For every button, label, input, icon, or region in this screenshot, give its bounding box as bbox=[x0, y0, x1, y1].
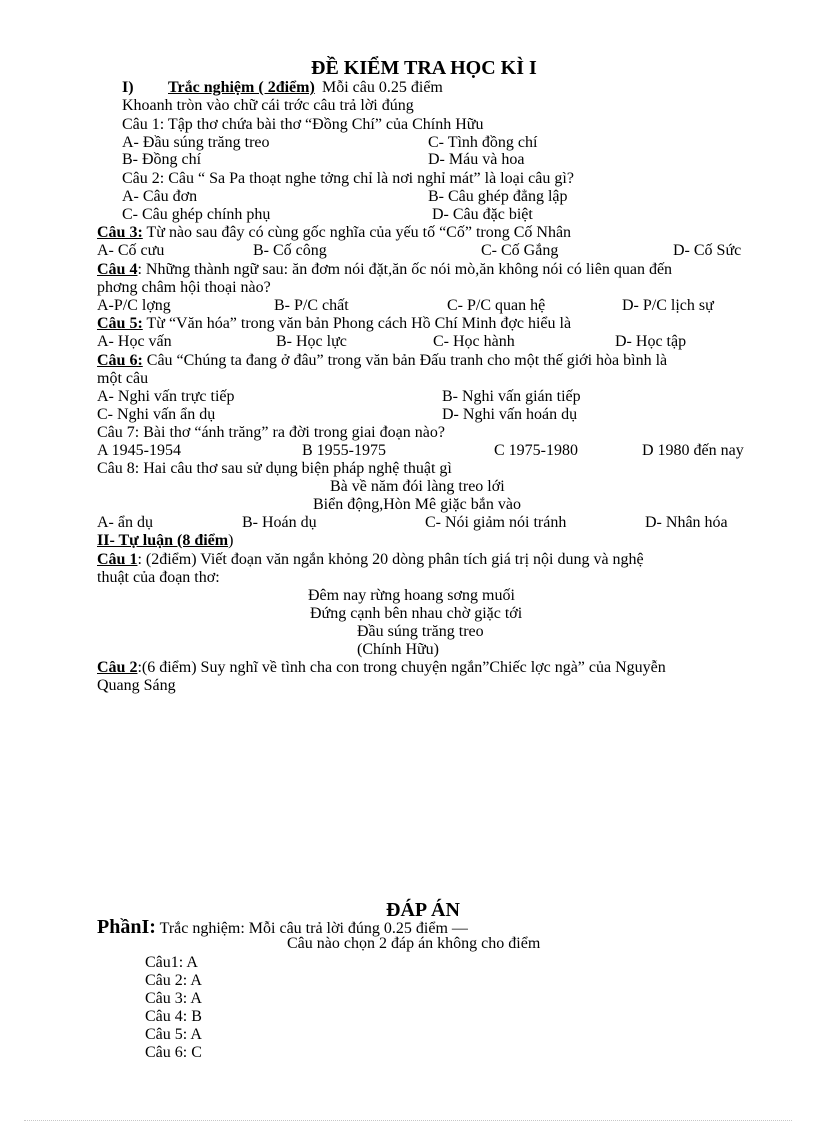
answer-part1-text: Trắc nghiệm: Mỗi câu trả lời đúng 0.25 điểm — bbox=[155, 920, 468, 937]
q5-option-a: A- Học vấn bbox=[97, 333, 172, 350]
essay-question-1-text: : (2điểm) Viết đoạn văn ngắn khỏng 20 dòng phân tích giá trị nội dung và nghệ bbox=[137, 551, 644, 568]
page-bottom-divider bbox=[24, 1120, 792, 1121]
q4-option-b: B- P/C chất bbox=[274, 297, 349, 314]
q4-option-a: A-P/C lợng bbox=[97, 297, 171, 314]
question-4-label: Câu 4 bbox=[97, 261, 138, 278]
q5-option-d: D- Học tập bbox=[615, 333, 687, 350]
q8-option-d: D- Nhân hóa bbox=[645, 514, 728, 531]
question-4-cont: phơng châm hội thoại nào? bbox=[97, 279, 271, 296]
exam-title: ĐỀ KIỂM TRA HỌC KÌ I bbox=[311, 57, 537, 79]
part2-heading-text: II- Tự luận (8 điểm bbox=[97, 532, 229, 549]
q3-option-a: A- Cố cưu bbox=[97, 242, 165, 259]
q8-verse-2: Biển động,Hòn Mê giặc bắn vào bbox=[313, 496, 521, 513]
question-3-text: Từ nào sau đây có cùng gốc nghĩa của yếu tố “Cố” trong Cố Nhân bbox=[142, 224, 572, 241]
poem-author: (Chính Hữu) bbox=[357, 641, 439, 658]
answer-part1-label: PhầnI: bbox=[97, 916, 156, 938]
question-5-text: Từ “Văn hóa” trong văn bản Phong cách Hồ Chí Minh đợc hiểu là bbox=[142, 315, 572, 332]
question-3-label: Câu 3: bbox=[97, 224, 143, 241]
q4-option-c: C- P/C quan hệ bbox=[447, 297, 546, 314]
answer-item-5: Câu 5: A bbox=[145, 1026, 202, 1043]
poem-line-3: Đầu súng trăng treo bbox=[357, 623, 484, 640]
q6-option-d: D- Nghi vấn hoán dụ bbox=[442, 406, 578, 423]
answer-title: ĐÁP ÁN bbox=[386, 899, 460, 921]
q6-option-c: C- Nghi vấn ẩn dụ bbox=[97, 406, 216, 423]
q7-option-a: A 1945-1954 bbox=[97, 442, 181, 459]
q3-option-d: D- Cố Sức bbox=[673, 242, 742, 259]
question-6 bbox=[97, 352, 667, 370]
q2-option-c: C- Câu ghép chính phụ bbox=[122, 206, 271, 223]
question-5-label: Câu 5: bbox=[97, 315, 143, 332]
answer-item-6: Câu 6: C bbox=[145, 1044, 202, 1061]
question-2: Câu 2: Câu “ Sa Pa thoạt nghe tởng chỉ là nơi nghỉ mát” là loại câu gì? bbox=[122, 170, 574, 187]
q1-option-d: D- Máu và hoa bbox=[428, 151, 525, 168]
q7-option-d: D 1980 đến nay bbox=[642, 442, 744, 459]
q3-option-b: B- Cố công bbox=[253, 242, 327, 259]
question-4-text: : Những thành ngữ sau: ăn đơm nói đặt,ăn ốc nói mò,ăn không nói có liên quan đến bbox=[137, 261, 673, 278]
q1-option-b: B- Đồng chí bbox=[122, 151, 202, 168]
essay-question-2 bbox=[97, 659, 666, 677]
q4-option-d: D- P/C lịch sự bbox=[622, 297, 714, 314]
q7-option-c: C 1975-1980 bbox=[494, 442, 578, 459]
q6-option-a: A- Nghi vấn trực tiếp bbox=[97, 388, 235, 405]
part2-heading-tail: ) bbox=[228, 532, 234, 549]
part1-heading: Trắc nghiệm ( 2điểm) bbox=[168, 79, 315, 96]
essay-question-2-text: :(6 điểm) Suy nghĩ về tình cha con trong chuyện ngắn”Chiếc lợc ngà” của Nguyễn bbox=[137, 659, 666, 676]
part1-instruction: Khoanh tròn vào chữ cái trớc câu trả lời đúng bbox=[122, 97, 414, 114]
answer-item-4: Câu 4: B bbox=[145, 1008, 202, 1025]
question-3 bbox=[97, 224, 571, 242]
question-7: Câu 7: Bài thơ “ánh trăng” ra đời trong giai đoạn nào? bbox=[97, 424, 445, 441]
q3-option-c: C- Cố Gắng bbox=[481, 242, 559, 259]
question-8: Câu 8: Hai câu thơ sau sử dụng biện pháp nghệ thuật gì bbox=[97, 460, 452, 477]
q2-option-d: D- Câu đặc biệt bbox=[432, 206, 533, 223]
essay-question-2-cont: Quang Sáng bbox=[97, 677, 176, 694]
q7-option-b: B 1955-1975 bbox=[302, 442, 386, 459]
answer-item-2: Câu 2: A bbox=[145, 972, 202, 989]
essay-question-1 bbox=[97, 551, 644, 569]
question-4 bbox=[97, 261, 672, 279]
poem-line-2: Đứng cạnh bên nhau chờ giặc tới bbox=[310, 605, 523, 622]
essay-question-1-cont: thuật của đoạn thơ: bbox=[97, 569, 220, 586]
q1-option-a: A- Đầu súng trăng treo bbox=[122, 134, 270, 151]
q8-option-a: A- ẩn dụ bbox=[97, 514, 153, 531]
answer-part1-note: Câu nào chọn 2 đáp án không cho điểm bbox=[287, 935, 541, 952]
essay-question-2-label: Câu 2 bbox=[97, 659, 138, 676]
q8-option-c: C- Nói giảm nói tránh bbox=[425, 514, 567, 531]
q6-option-b: B- Nghi vấn gián tiếp bbox=[442, 388, 581, 405]
question-1: Câu 1: Tập thơ chứa bài thơ “Đồng Chí” của Chính Hữu bbox=[122, 116, 484, 133]
poem-line-1: Đêm nay rừng hoang sơng muối bbox=[308, 587, 515, 604]
q8-option-b: B- Hoán dụ bbox=[242, 514, 317, 531]
answer-item-1: Câu1: A bbox=[145, 954, 198, 971]
q1-option-c: C- Tình đồng chí bbox=[428, 134, 538, 151]
essay-question-1-label: Câu 1 bbox=[97, 551, 138, 568]
answer-item-3: Câu 3: A bbox=[145, 990, 202, 1007]
part1-number: I) bbox=[122, 79, 134, 96]
question-5 bbox=[97, 315, 571, 333]
question-6-cont: một câu bbox=[97, 370, 149, 387]
part2-heading bbox=[97, 532, 233, 550]
q8-verse-1: Bà về năm đói làng treo lới bbox=[330, 478, 505, 495]
q2-option-a: A- Câu đơn bbox=[122, 188, 198, 205]
question-6-text: Câu “Chúng ta đang ở đâu” trong văn bản Đấu tranh cho một thế giới hòa bình là bbox=[142, 352, 668, 369]
q5-option-c: C- Học hành bbox=[433, 333, 515, 350]
q2-option-b: B- Câu ghép đẳng lập bbox=[428, 188, 568, 205]
q5-option-b: B- Học lực bbox=[276, 333, 347, 350]
part1-note: Mỗi câu 0.25 điểm bbox=[322, 79, 443, 96]
question-6-label: Câu 6: bbox=[97, 352, 143, 369]
